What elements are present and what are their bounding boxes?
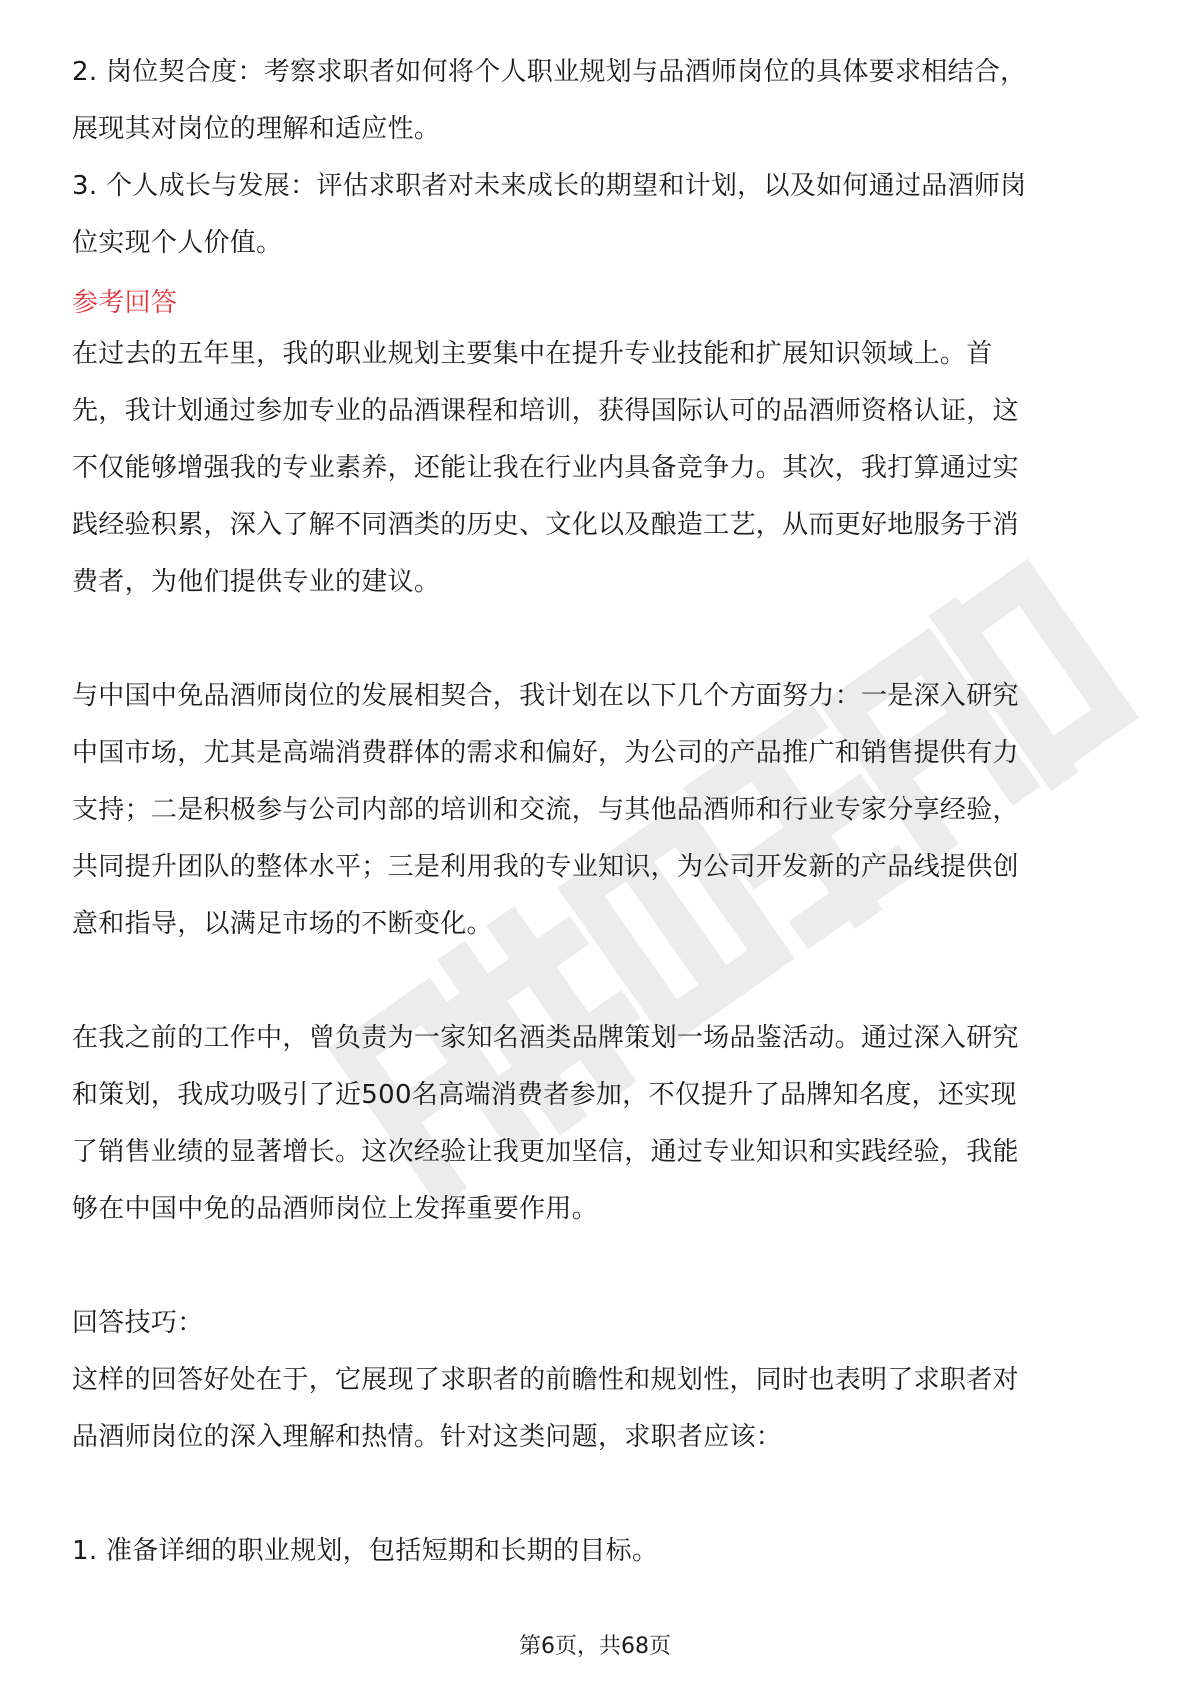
answer-paragraph-2-line-4: 共同提升团队的整体水平；三是利用我的专业知识，为公司开发新的产品线提供创 <box>72 852 1019 882</box>
paragraph-gap <box>72 953 1122 1010</box>
tips-paragraph-line-2: 品酒师岗位的深入理解和热情。针对这类问题，求职者应该： <box>72 1422 783 1452</box>
answer-paragraph-1-line-5: 费者，为他们提供专业的建议。 <box>72 567 441 597</box>
criteria-item-2-line-2: 展现其对岗位的理解和适应性。 <box>72 114 441 144</box>
reference-answer-heading: 参考回答 <box>72 288 178 318</box>
answer-paragraph-2-line-2: 中国市场，尤其是高端消费群体的需求和偏好，为公司的产品推广和销售提供有力 <box>72 738 1019 768</box>
answer-paragraph-3-line-3: 了销售业绩的显著增长。这次经验让我更加坚信，通过专业知识和实践经验，我能 <box>72 1137 1019 1167</box>
answer-paragraph-3-line-2: 和策划，我成功吸引了近500名高端消费者参加，不仅提升了品牌知名度，还实现 <box>72 1080 1017 1110</box>
answer-paragraph-1-line-3: 不仅能够增强我的专业素养，还能让我在行业内具备竞争力。其次，我打算通过实 <box>72 453 1019 483</box>
answer-paragraph-2-line-5: 意和指导，以满足市场的不断变化。 <box>72 909 493 939</box>
document-body <box>72 44 1122 1580</box>
criteria-item-3-line-2: 位实现个人价值。 <box>72 228 283 258</box>
page-number-footer: 第6页，共68页 <box>519 1634 671 1659</box>
tips-heading: 回答技巧： <box>72 1308 204 1338</box>
answer-paragraph-2-line-1: 与中国中免品酒师岗位的发展相契合，我计划在以下几个方面努力：一是深入研究 <box>72 681 1019 711</box>
paragraph-gap <box>72 1238 1122 1295</box>
answer-paragraph-2-line-3: 支持；二是积极参与公司内部的培训和交流，与其他品酒师和行业专家分享经验， <box>72 795 1019 825</box>
answer-paragraph-1-line-4: 践经验积累，深入了解不同酒类的历史、文化以及酿造工艺，从而更好地服务于消 <box>72 510 1019 540</box>
answer-paragraph-1-line-2: 先，我计划通过参加专业的品酒课程和培训，获得国际认可的品酒师资格认证，这 <box>72 396 1019 426</box>
criteria-item-2-line-1: 2. 岗位契合度：考察求职者如何将个人职业规划与品酒师岗位的具体要求相结合， <box>72 57 1027 87</box>
tips-list-item-1: 1. 准备详细的职业规划，包括短期和长期的目标。 <box>72 1536 659 1566</box>
paragraph-gap <box>72 611 1122 668</box>
paragraph-gap <box>72 1466 1122 1523</box>
tips-paragraph-line-1: 这样的回答好处在于，它展现了求职者的前瞻性和规划性，同时也表明了求职者对 <box>72 1365 1019 1395</box>
answer-paragraph-1-line-1: 在过去的五年里，我的职业规划主要集中在提升专业技能和扩展知识领域上。首 <box>72 339 993 369</box>
answer-paragraph-3-line-4: 够在中国中免的品酒师岗位上发挥重要作用。 <box>72 1194 599 1224</box>
answer-paragraph-3-line-1: 在我之前的工作中，曾负责为一家知名酒类品牌策划一场品鉴活动。通过深入研究 <box>72 1023 1019 1053</box>
criteria-item-3-line-1: 3. 个人成长与发展：评估求职者对未来成长的期望和计划，以及如何通过品酒师岗 <box>72 171 1027 201</box>
